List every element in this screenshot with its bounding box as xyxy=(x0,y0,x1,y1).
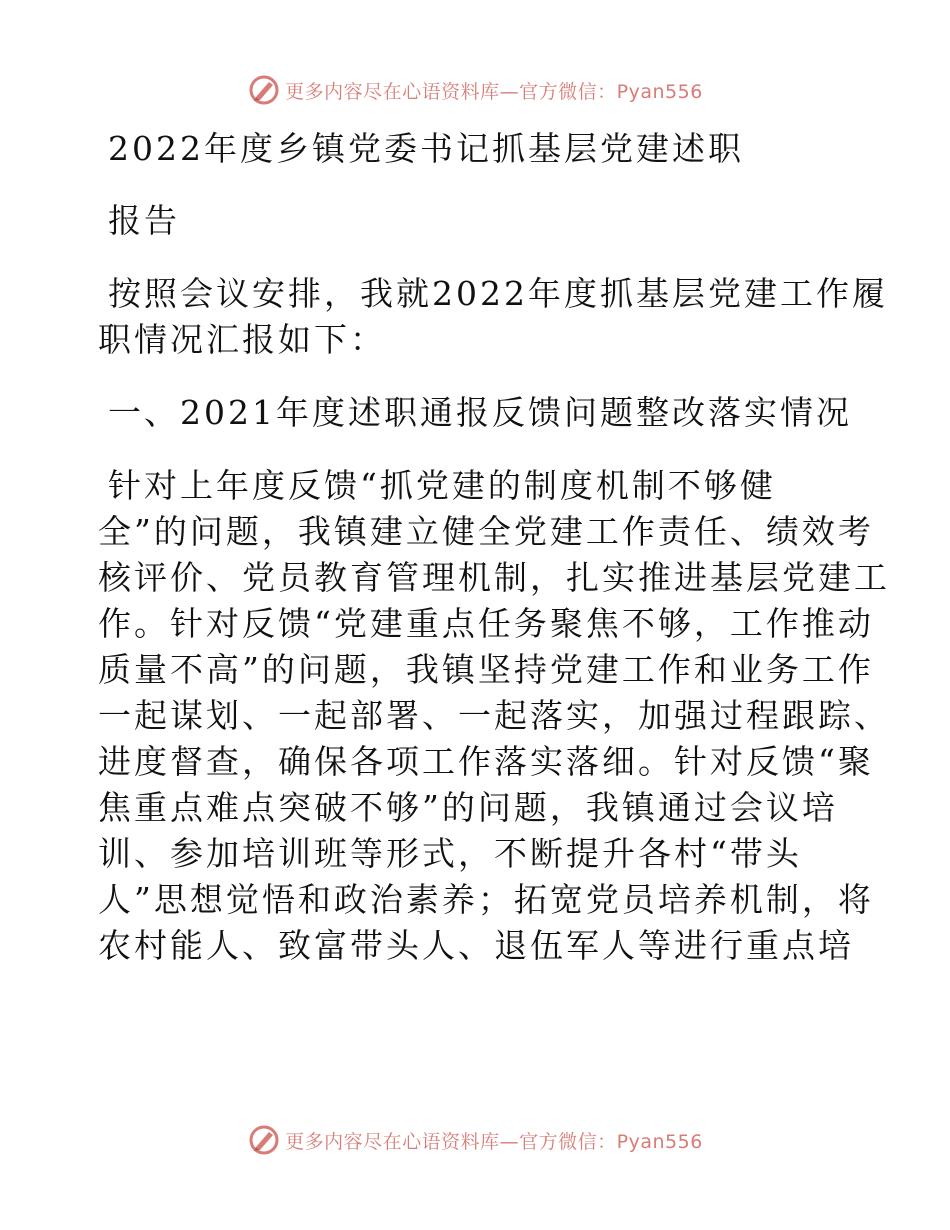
watermark-text: 更多内容尽在心语资料库—官方微信：Pyan556 xyxy=(285,80,703,103)
watermark-banner-bottom xyxy=(0,1120,950,1160)
document-body xyxy=(98,120,890,969)
section-1-line-2: 全”的问题，我镇建立健全党建工作责任、绩效考 xyxy=(98,512,874,551)
section-1-line-5: 质量不高”的问题，我镇坚持党建工作和业务工作 xyxy=(98,650,874,689)
pen-logo-icon xyxy=(247,73,281,107)
section-1-line-10: 人”思想觉悟和政治素养；拓宽党员培养机制，将 xyxy=(98,880,874,919)
intro-line-1: 按照会议安排，我就2022年度抓基层党建工作履 xyxy=(108,274,888,313)
section-1-line-7: 进度督查，确保各项工作落实落细。针对反馈“聚 xyxy=(98,742,874,781)
section-1-line-4: 作。针对反馈“党建重点任务聚焦不够，工作推动 xyxy=(98,604,874,643)
section-1-line-3: 核评价、党员教育管理机制，扎实推进基层党建工 xyxy=(98,558,890,597)
section-1-line-1: 针对上年度反馈“抓党建的制度机制不够健 xyxy=(108,466,776,505)
watermark-text: 更多内容尽在心语资料库—官方微信：Pyan556 xyxy=(285,1130,703,1153)
section-1-line-11: 农村能人、致富带头人、退伍军人等进行重点培 xyxy=(98,926,854,965)
section-1-line-6: 一起谋划、一起部署、一起落实，加强过程跟踪、 xyxy=(98,696,890,735)
document-title-line-2: 报告 xyxy=(108,201,180,240)
intro-line-2: 职情况汇报如下： xyxy=(98,320,386,359)
section-1-line-9: 训、参加培训班等形式，不断提升各村“带头 xyxy=(98,834,802,873)
section-1-heading: 一、2021年度述职通报反馈问题整改落实情况 xyxy=(108,393,852,432)
section-1-line-8: 焦重点难点突破不够”的问题，我镇通过会议培 xyxy=(98,788,838,827)
pen-logo-icon xyxy=(247,1123,281,1157)
document-title-line-1: 2022年度乡镇党委书记抓基层党建述职 xyxy=(108,129,744,168)
watermark-banner-top xyxy=(0,70,950,110)
